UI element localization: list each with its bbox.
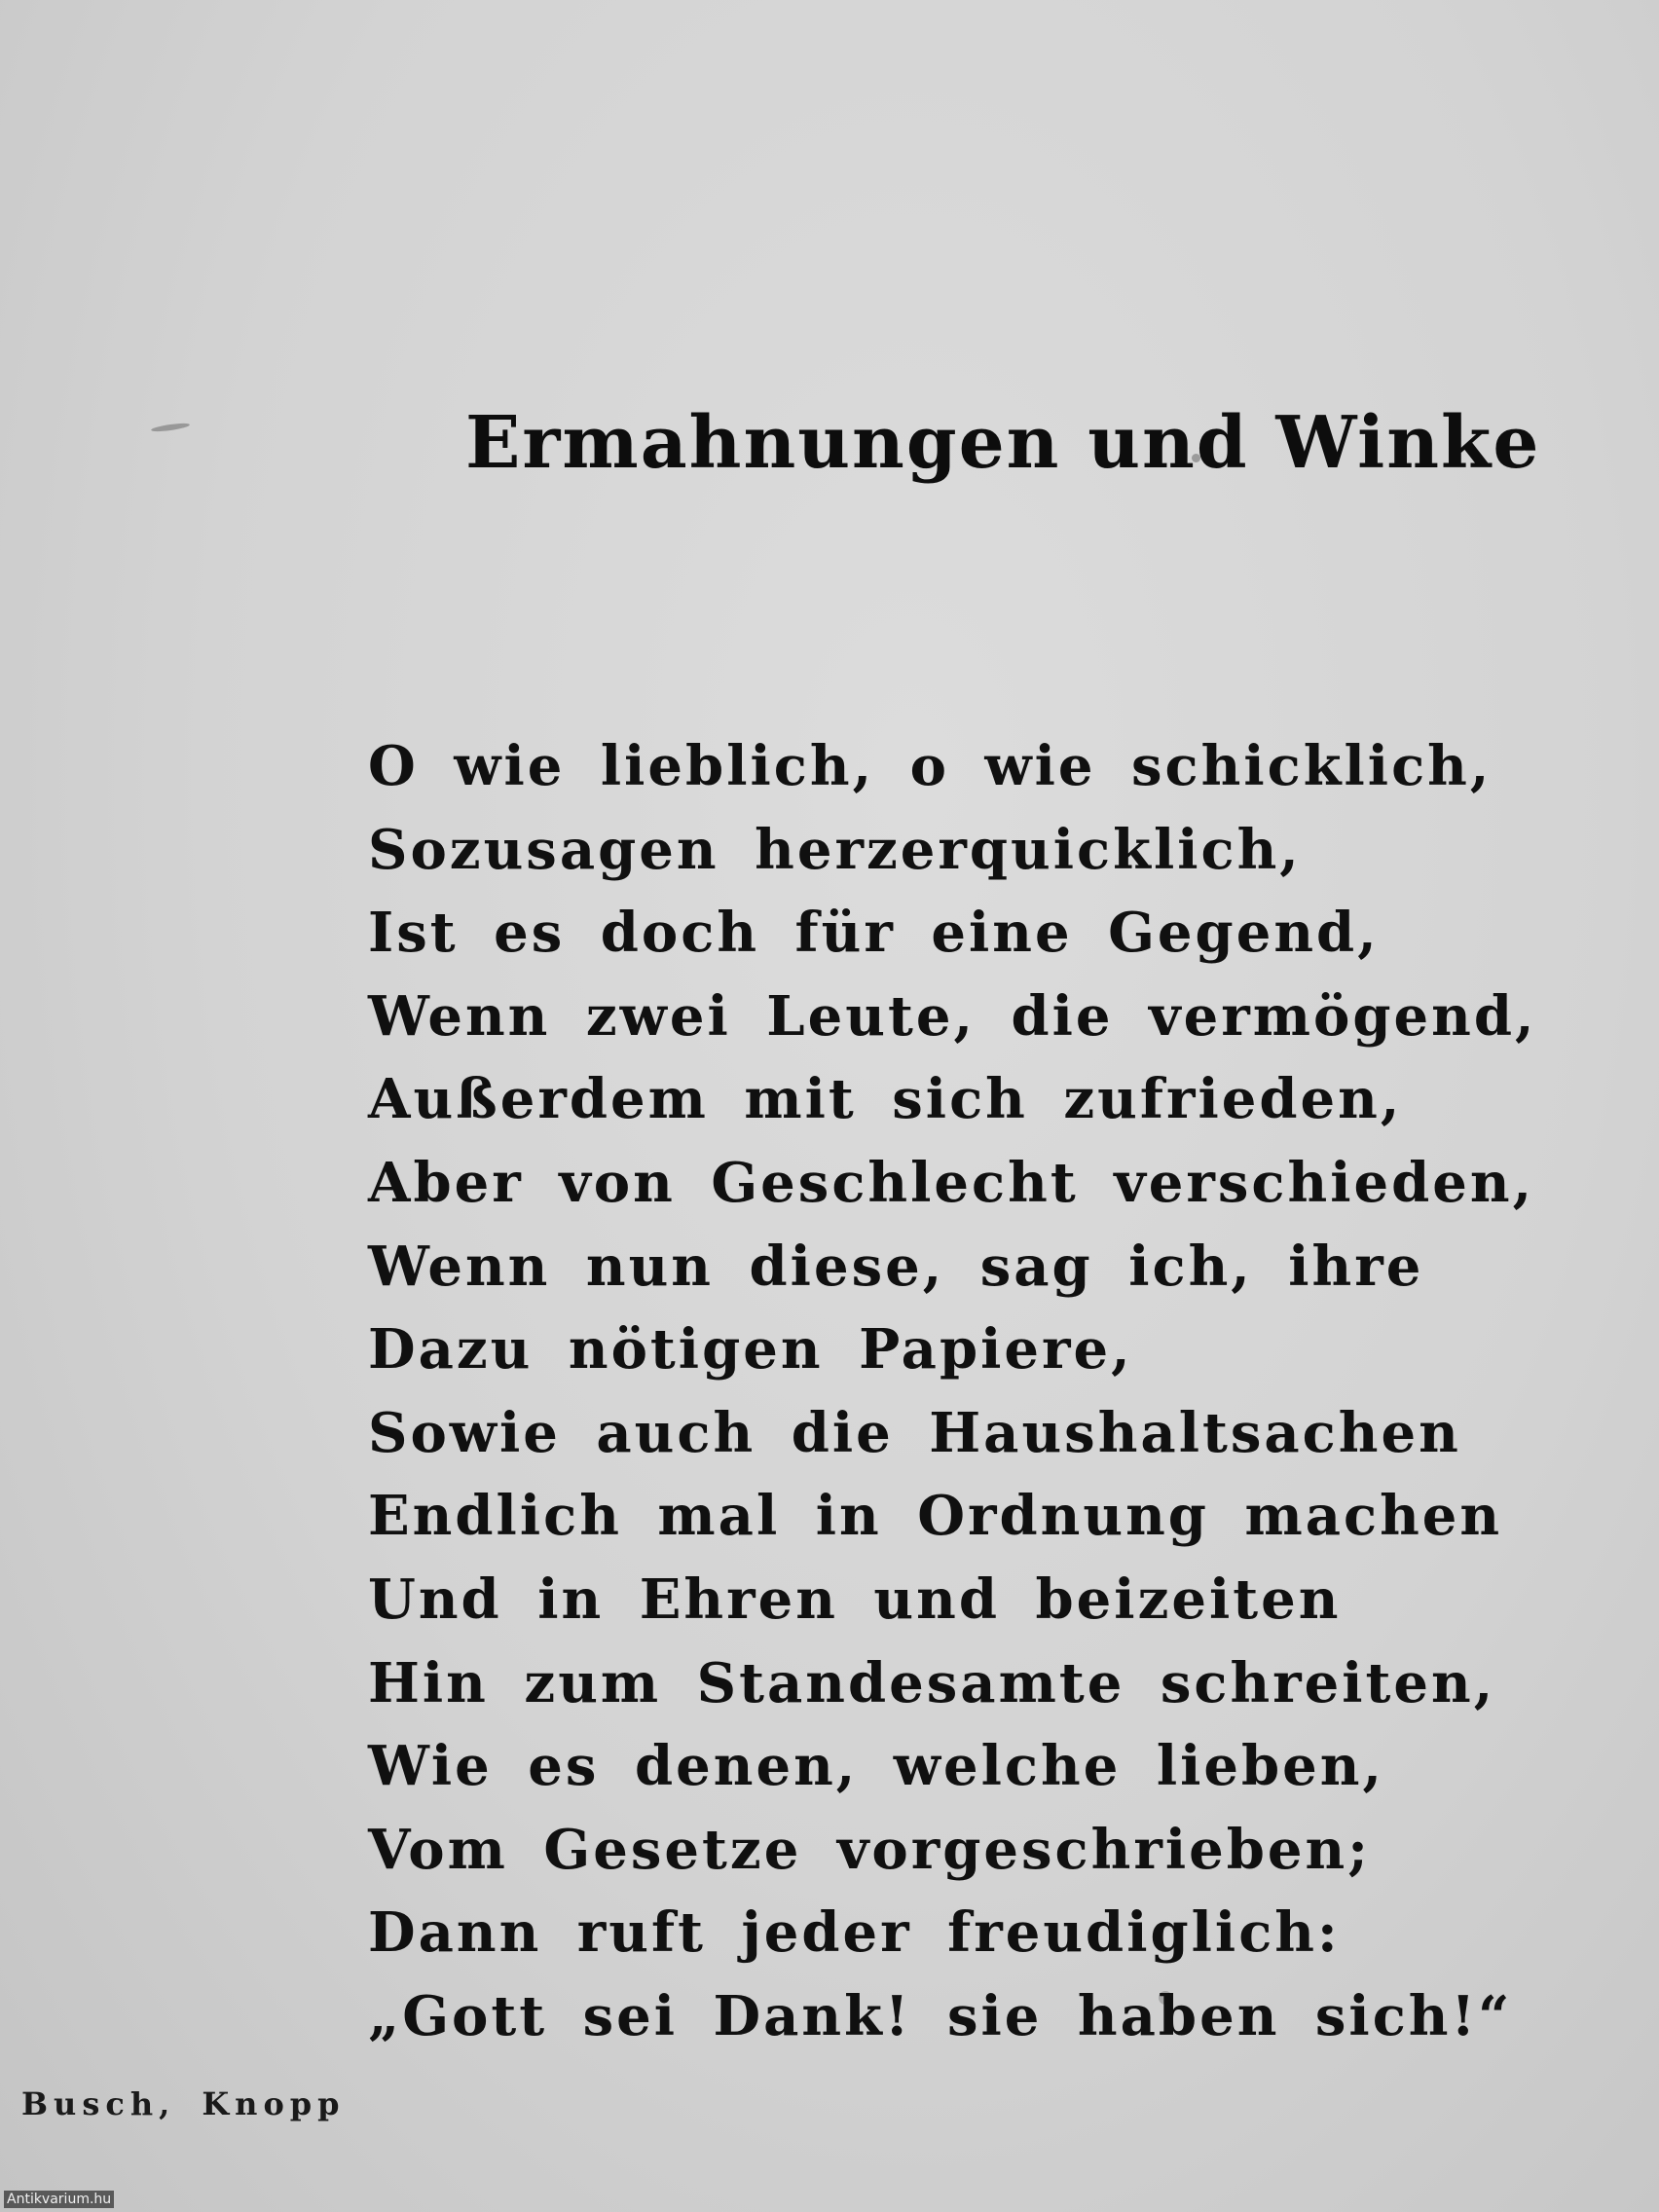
poem-line: Vom Gesetze vorgeschrieben; xyxy=(368,1817,1371,1882)
poem-line: Wenn zwei Leute, die vermögend, xyxy=(368,983,1537,1049)
poem-line: Dann ruft jeder freudiglich: xyxy=(368,1900,1341,1966)
poem-line: Außerdem mit sich zufrieden, xyxy=(368,1067,1403,1132)
poem-line: Dazu nötigen Papiere, xyxy=(368,1317,1133,1382)
source-attribution: Busch, Knopp xyxy=(21,2085,346,2122)
poem-line: „Gott sei Dank! sie haben sich!“ xyxy=(368,1983,1513,2048)
poem-line: Sowie auch die Haushaltsachen xyxy=(368,1400,1461,1465)
poem-line: Aber von Geschlecht verschieden, xyxy=(368,1150,1535,1215)
poem-line: Ist es doch für eine Gegend, xyxy=(368,901,1380,966)
poem-title: Ermahnungen und Winke xyxy=(465,401,1541,485)
watermark-label: Antikvarium.hu xyxy=(4,2191,114,2208)
poem-line: Wenn nun diese, sag ich, ihre xyxy=(368,1234,1424,1299)
poem-line: Endlich mal in Ordnung machen xyxy=(368,1484,1503,1549)
poem-line: Hin zum Standesamte schreiten, xyxy=(368,1650,1496,1715)
poem-line: O wie lieblich, o wie schicklich, xyxy=(368,734,1493,798)
poem-body xyxy=(368,725,1585,2059)
poem-line: Wie es denen, welche lieben, xyxy=(368,1734,1385,1799)
poem-line: Und in Ehren und beizeiten xyxy=(368,1567,1342,1632)
poem-line: Sozusagen herzerquicklich, xyxy=(368,817,1302,882)
ink-smudge xyxy=(151,422,190,433)
